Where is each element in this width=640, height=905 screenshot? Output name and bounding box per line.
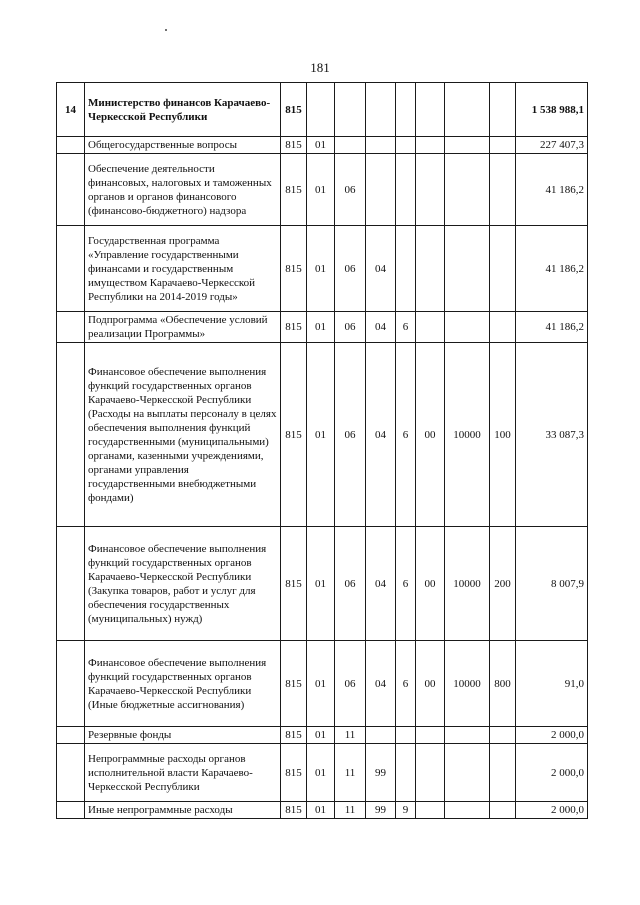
- direction-code-cell: [445, 802, 490, 819]
- section-code-cell: 01: [307, 641, 335, 727]
- program-code-cell: [366, 83, 396, 137]
- amount-cell: 2 000,0: [516, 727, 588, 744]
- ministry-code-cell: 815: [281, 154, 307, 226]
- ministry-code-cell: 815: [281, 312, 307, 343]
- amount-cell: 41 186,2: [516, 154, 588, 226]
- table-row: [57, 226, 588, 312]
- program-code-cell: 99: [366, 802, 396, 819]
- table-row: [57, 527, 588, 641]
- section-code-cell: 01: [307, 343, 335, 527]
- row-number-cell: [57, 226, 85, 312]
- expense-name-cell: Государственная программа «Управление государственными финансами и государственным имуществом Карачаево-Черкесской Республики на 2014-2019 годы»: [85, 226, 281, 312]
- table-row: [57, 312, 588, 343]
- direction-code-cell: [445, 83, 490, 137]
- amount-cell: 227 407,3: [516, 137, 588, 154]
- activity-code-cell: [416, 137, 445, 154]
- row-number-cell: [57, 641, 85, 727]
- subprogram-code-cell: 9: [396, 802, 416, 819]
- subprogram-code-cell: 6: [396, 312, 416, 343]
- amount-cell: 33 087,3: [516, 343, 588, 527]
- expense-type-code-cell: 200: [490, 527, 516, 641]
- expense-name-cell: Иные непрограммные расходы: [85, 802, 281, 819]
- ministry-code-cell: 815: [281, 744, 307, 802]
- subsection-code-cell: 06: [335, 154, 366, 226]
- section-code-cell: 01: [307, 744, 335, 802]
- ministry-code-cell: 815: [281, 226, 307, 312]
- program-code-cell: 04: [366, 343, 396, 527]
- ministry-code-cell: 815: [281, 727, 307, 744]
- activity-code-cell: [416, 744, 445, 802]
- amount-cell: 1 538 988,1: [516, 83, 588, 137]
- subprogram-code-cell: [396, 727, 416, 744]
- subprogram-code-cell: 6: [396, 527, 416, 641]
- direction-code-cell: 10000: [445, 343, 490, 527]
- row-number-cell: [57, 154, 85, 226]
- activity-code-cell: [416, 727, 445, 744]
- amount-cell: 8 007,9: [516, 527, 588, 641]
- program-code-cell: [366, 137, 396, 154]
- activity-code-cell: [416, 226, 445, 312]
- program-code-cell: [366, 154, 396, 226]
- expense-name-cell: Финансовое обеспечение выполнения функций государственных органов Карачаево-Черкесской Республики (Закупка товаров, работ и услуг для обеспечения государственных (муниципальных) нужд): [85, 527, 281, 641]
- section-code-cell: 01: [307, 312, 335, 343]
- table-row: [57, 137, 588, 154]
- ministry-code-cell: 815: [281, 802, 307, 819]
- table-row: [57, 154, 588, 226]
- subprogram-code-cell: 6: [396, 641, 416, 727]
- expense-type-code-cell: [490, 744, 516, 802]
- expense-name-cell: Финансовое обеспечение выполнения функций государственных органов Карачаево-Черкесской Республики (Иные бюджетные ассигнования): [85, 641, 281, 727]
- table-row: [57, 641, 588, 727]
- direction-code-cell: [445, 154, 490, 226]
- amount-cell: 2 000,0: [516, 744, 588, 802]
- section-code-cell: 01: [307, 137, 335, 154]
- expense-type-code-cell: [490, 802, 516, 819]
- expense-name-cell: Министерство финансов Карачаево-Черкесской Республики: [85, 83, 281, 137]
- row-number-cell: [57, 802, 85, 819]
- subsection-code-cell: 11: [335, 744, 366, 802]
- expense-name-cell: Резервные фонды: [85, 727, 281, 744]
- table-row: [57, 343, 588, 527]
- table-row: [57, 802, 588, 819]
- expense-type-code-cell: [490, 727, 516, 744]
- activity-code-cell: 00: [416, 343, 445, 527]
- direction-code-cell: [445, 226, 490, 312]
- subsection-code-cell: 06: [335, 527, 366, 641]
- activity-code-cell: [416, 312, 445, 343]
- subsection-code-cell: 11: [335, 802, 366, 819]
- table-row: [57, 744, 588, 802]
- row-number-cell: [57, 527, 85, 641]
- ministry-code-cell: 815: [281, 343, 307, 527]
- budget-table-body: [57, 83, 588, 819]
- section-code-cell: 01: [307, 727, 335, 744]
- expense-type-code-cell: [490, 137, 516, 154]
- direction-code-cell: [445, 137, 490, 154]
- expense-name-cell: Подпрограмма «Обеспечение условий реализации Программы»: [85, 312, 281, 343]
- program-code-cell: 99: [366, 744, 396, 802]
- direction-code-cell: 10000: [445, 641, 490, 727]
- subsection-code-cell: 06: [335, 312, 366, 343]
- subsection-code-cell: 06: [335, 226, 366, 312]
- program-code-cell: 04: [366, 641, 396, 727]
- subsection-code-cell: 06: [335, 641, 366, 727]
- row-number-cell: [57, 137, 85, 154]
- direction-code-cell: [445, 744, 490, 802]
- subsection-code-cell: 06: [335, 343, 366, 527]
- subprogram-code-cell: [396, 83, 416, 137]
- ministry-code-cell: 815: [281, 83, 307, 137]
- amount-cell: 2 000,0: [516, 802, 588, 819]
- expense-type-code-cell: 800: [490, 641, 516, 727]
- subprogram-code-cell: [396, 137, 416, 154]
- table-row: [57, 727, 588, 744]
- direction-code-cell: [445, 312, 490, 343]
- expense-type-code-cell: [490, 312, 516, 343]
- activity-code-cell: [416, 802, 445, 819]
- subsection-code-cell: [335, 83, 366, 137]
- subsection-code-cell: 11: [335, 727, 366, 744]
- section-code-cell: 01: [307, 154, 335, 226]
- row-number-cell: [57, 312, 85, 343]
- subprogram-code-cell: [396, 226, 416, 312]
- subsection-code-cell: [335, 137, 366, 154]
- budget-table: [56, 82, 588, 819]
- page-number: 181: [310, 60, 330, 75]
- program-code-cell: [366, 727, 396, 744]
- program-code-cell: 04: [366, 312, 396, 343]
- subprogram-code-cell: [396, 154, 416, 226]
- subprogram-code-cell: [396, 744, 416, 802]
- ministry-code-cell: 815: [281, 527, 307, 641]
- activity-code-cell: 00: [416, 641, 445, 727]
- program-code-cell: 04: [366, 226, 396, 312]
- row-number-cell: [57, 727, 85, 744]
- expense-type-code-cell: [490, 154, 516, 226]
- activity-code-cell: 00: [416, 527, 445, 641]
- program-code-cell: 04: [366, 527, 396, 641]
- expense-name-cell: Финансовое обеспечение выполнения функций государственных органов Карачаево-Черкесской Республики (Расходы на выплаты персоналу в целях обеспечения выполнения функций государственными (муниципальными) органами, казенными учреждениями, органами управления государственными внебюджетными фондами): [85, 343, 281, 527]
- expense-name-cell: Непрограммные расходы органов исполнительной власти Карачаево-Черкесской Республики: [85, 744, 281, 802]
- row-number-cell: [57, 744, 85, 802]
- expense-name-cell: Общегосударственные вопросы: [85, 137, 281, 154]
- expense-type-code-cell: 100: [490, 343, 516, 527]
- direction-code-cell: 10000: [445, 527, 490, 641]
- amount-cell: 41 186,2: [516, 226, 588, 312]
- expense-name-cell: Обеспечение деятельности финансовых, налоговых и таможенных органов и органов финансового (финансово-бюджетного) надзора: [85, 154, 281, 226]
- expense-type-code-cell: [490, 226, 516, 312]
- amount-cell: 41 186,2: [516, 312, 588, 343]
- table-row: [57, 83, 588, 137]
- section-code-cell: 01: [307, 802, 335, 819]
- amount-cell: 91,0: [516, 641, 588, 727]
- expense-type-code-cell: [490, 83, 516, 137]
- direction-code-cell: [445, 727, 490, 744]
- section-code-cell: [307, 83, 335, 137]
- activity-code-cell: [416, 83, 445, 137]
- section-code-cell: 01: [307, 226, 335, 312]
- row-number-cell: 14: [57, 83, 85, 137]
- section-code-cell: 01: [307, 527, 335, 641]
- subprogram-code-cell: 6: [396, 343, 416, 527]
- activity-code-cell: [416, 154, 445, 226]
- ministry-code-cell: 815: [281, 641, 307, 727]
- scan-speck: [165, 29, 167, 31]
- row-number-cell: [57, 343, 85, 527]
- ministry-code-cell: 815: [281, 137, 307, 154]
